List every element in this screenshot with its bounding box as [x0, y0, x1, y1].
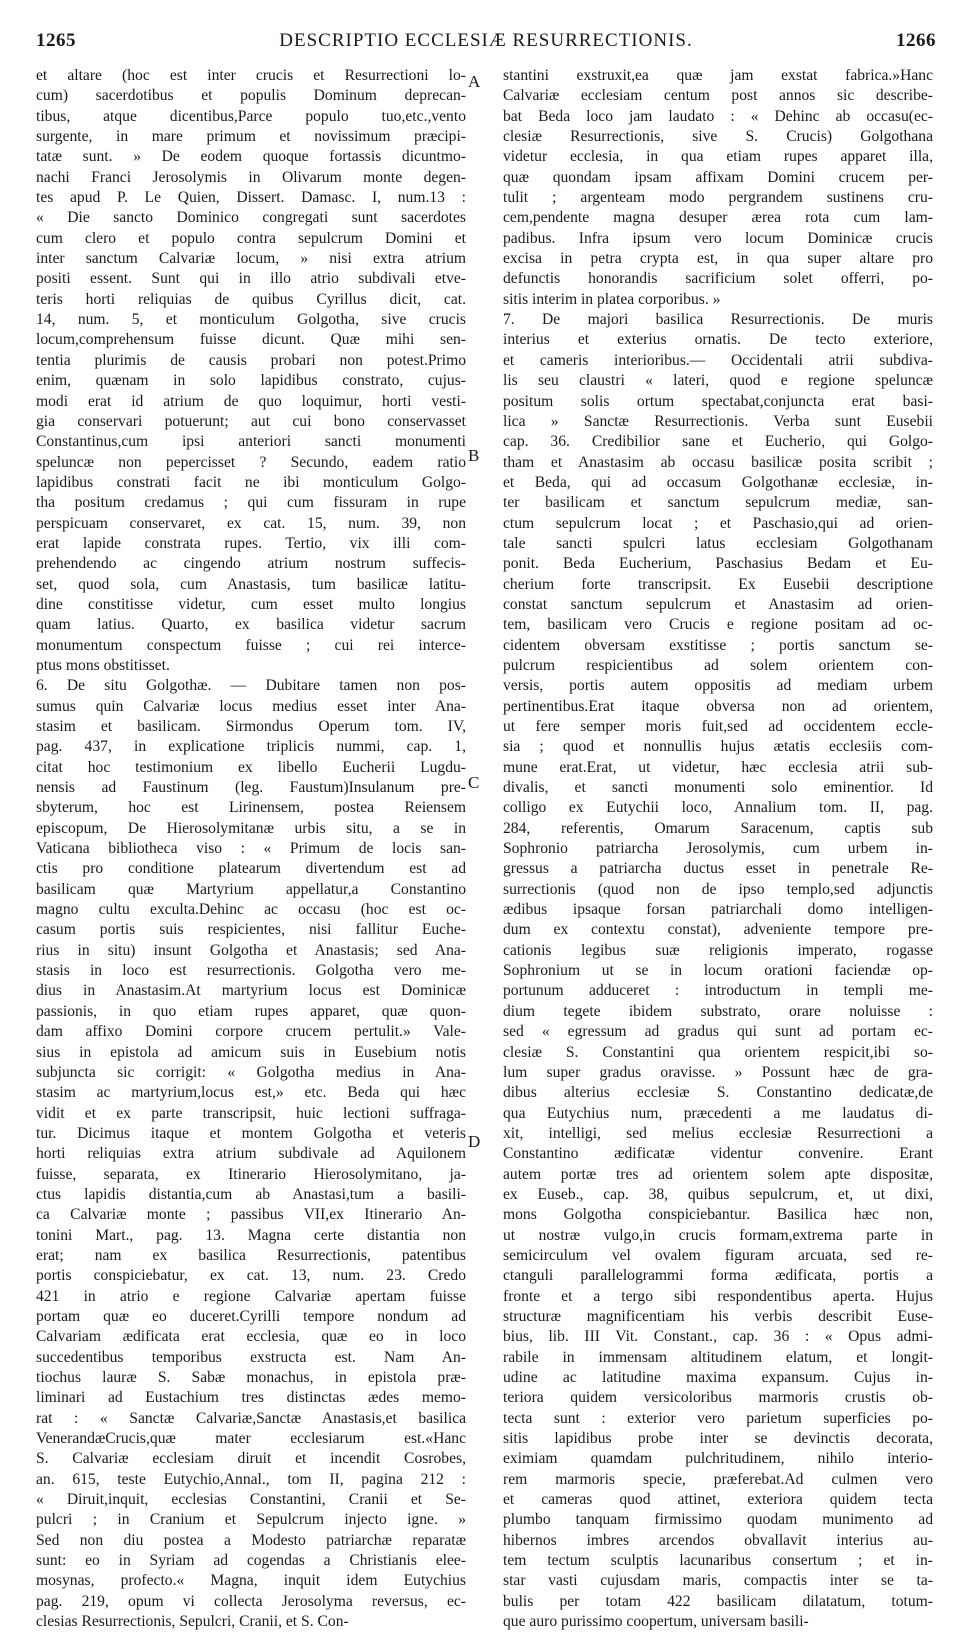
- text-line: quam latius. Quarto, ex basilica videtur sacrum: [36, 616, 466, 634]
- text-line: pulcri ; in Cranium et Sepulcrum injecto igne. »: [36, 1511, 466, 1529]
- text-line: Calvariæ ecclesiam centum post annos sic describe-: [503, 87, 933, 105]
- text-line: stasim ac martyrium,locus est,» etc. Beda qui hæc: [36, 1084, 466, 1102]
- text-line: set, quod sola, cum Anastasis, tum basilicæ latitu-: [36, 575, 466, 593]
- text-line: padibus. Infra ipsum vero locum Dominicæ crucis: [503, 229, 933, 247]
- text-line: autem portæ tres ad orientem solem apte dispositæ,: [503, 1165, 933, 1183]
- text-line: tha positum credamus ; qui cum fissuram in rupe: [36, 494, 466, 512]
- text-line: sitis interim in platea corporibus. »: [503, 290, 721, 308]
- text-line: qua Eutychius num, præcedenti a me laudatus di-: [503, 1104, 933, 1122]
- text-line: nachi Franci Jerosolymis in Olivarum monte degen-: [36, 168, 466, 186]
- text-line: Sophronio patriarcha Jerosolymis, cum urbem in-: [503, 840, 933, 858]
- text-line: versis, portis autem oppositis ad mediam urbem: [503, 677, 933, 695]
- text-line: 421 in atrio e regione Calvariæ apertam fuisse: [36, 1287, 466, 1305]
- text-line: citat hoc testimonium ex libello Eucherii Lugdu-: [36, 758, 466, 776]
- running-title: DESCRIPTIO ECCLESIÆ RESURRECTIONIS.: [279, 30, 693, 51]
- text-line: lum super gradus oravisse. » Possunt hæc de gra-: [503, 1063, 933, 1081]
- text-line: 6. De situ Golgothæ. — Dubitare tamen non pos-: [36, 677, 466, 695]
- text-line: Sed non diu postea a Modesto patriarchæ reparatæ: [36, 1531, 466, 1549]
- text-line: videtur ecclesia, in qua etiam rupes apparet illa,: [503, 148, 933, 166]
- text-line: speluncæ non pepercisset ? Secundo, eadem ratio: [36, 453, 466, 471]
- text-line: vidit et ex parte transcripsit, huic lectioni suffraga-: [36, 1104, 466, 1122]
- text-line: pag. 219, opum vi collecta Jerosolyma reversus, ec-: [36, 1592, 466, 1610]
- text-line: dine constitisse videtur, cum esset multo longius: [36, 595, 466, 613]
- text-line: ctus lapidis distantia,cum ab Anastasi,tum a basili-: [36, 1185, 466, 1203]
- text-line: cidentem obversam exstitisse ; portis sanctum se-: [503, 636, 933, 654]
- text-line: positum solis ortum spectabat,conjuncta erat basi-: [503, 392, 933, 410]
- text-line: tur. Dicimus itaque et montem Golgotha et veteris: [36, 1124, 466, 1142]
- text-line: ctis pro conditione platearum divertendum est ad: [36, 860, 466, 878]
- text-line: magno cultu exculta.Dehinc ac occasu (hoc est oc-: [36, 901, 466, 919]
- text-line: casum portis suis respicientes, nisi fallitur Euche-: [36, 921, 466, 939]
- text-line: portunum adduceret : introductum in templi me-: [503, 982, 933, 1000]
- text-line: pertinentibus.Erat itaque obversa non ad orientem,: [503, 697, 933, 715]
- text-line: ædibus ipsaque forsan patriarchali domo intelligen-: [503, 901, 933, 919]
- text-line: stasis in loco est resurrectionis. Golgotha vero me-: [36, 962, 466, 980]
- text-line: mons Golgotha conspiciebantur. Basilica hæc non,: [503, 1206, 933, 1224]
- text-line: enim, quænam in solo lapidibus constrato, cujus-: [36, 372, 466, 390]
- text-line: structuræ magnificentiam his verbis describit Euse-: [503, 1307, 933, 1325]
- section-marker-c: C: [468, 773, 480, 792]
- text-line: cum) sacerdotibus et populis Dominum deprecan-: [36, 87, 466, 105]
- text-line: sbyterum, hoc est Lirinensem, postea Reiensem: [36, 799, 466, 817]
- text-line: subjuncta sic corrigit: « Golgotha medius in Ana-: [36, 1063, 466, 1081]
- text-line: xit, intelligi, sed melius ecclesiæ Resurrectioni a: [503, 1124, 933, 1142]
- text-line: passionis, in quo etiam rupes apparet, quæ quon-: [36, 1002, 466, 1020]
- text-line: dam affixo Domini corpore crucem pertulit.» Vale-: [36, 1023, 466, 1041]
- text-line: sitis lapidibus probe inter se devinctis decorata,: [503, 1430, 933, 1448]
- text-line: liminari ad Eustachium tres distinctas ædes memo-: [36, 1389, 466, 1407]
- text-line: inter sanctum Calvariæ locum, » nisi extra atrium: [36, 250, 466, 268]
- text-line: teris horti reliquias de quibus Cyrillus dicit, cat.: [36, 290, 466, 308]
- text-line: mune erat.Erat, ut videtur, hæc ecclesia atrii sub-: [503, 758, 933, 776]
- text-line: 7. De majori basilica Resurrectionis. De muris: [503, 311, 933, 329]
- text-line: portam quæ eo duceret.Cyrilli tempore nondum ad: [36, 1307, 466, 1325]
- text-line: episcopum, De Hierosolymitanæ urbis situ, a se in: [36, 819, 466, 837]
- text-line: ctanguli parallelogrammi forma ædificata, portis a: [503, 1267, 933, 1285]
- text-line: modi erat id atrium de quo loquimur, horti vesti-: [36, 392, 466, 410]
- text-line: plumbo tanquam firmissimo quodam munimento ad: [503, 1511, 933, 1529]
- page-number-left: 1265: [36, 30, 76, 51]
- text-line: quæ quondam ipsam affixam Domini crucem per-: [503, 168, 933, 186]
- text-line: 14, num. 5, et monticulum Golgotha, sive crucis: [36, 311, 466, 329]
- text-line: sed « egressum ad gradus qui sunt ad portam ec-: [503, 1023, 933, 1041]
- text-line: Sophronium ut se in locum orationi faciendæ op-: [503, 962, 933, 980]
- text-line: positi essent. Sunt qui in illo atrio subdivali etve-: [36, 270, 466, 288]
- text-line: et cameras quod attinet, exteriora quidem tecta: [503, 1491, 933, 1509]
- text-line: pag. 437, in explicatione triplicis nummi, cap. 1,: [36, 738, 466, 756]
- text-line: ponit. Beda Eucherium, Paschasius Bedam et Eu-: [503, 555, 933, 573]
- text-line: erat; nam ex basilica Resurrectionis, patentibus: [36, 1246, 466, 1264]
- text-line: teriora quidem versicoloribus marmoris crustis ob-: [503, 1389, 933, 1407]
- text-line: rius in situ) insunt Golgotha et Anastasis; sed Ana-: [36, 941, 466, 959]
- text-line: sumus quin Calvariæ locus medius esset inter Ana-: [36, 697, 466, 715]
- text-line: clesiæ Resurrectionis, sive S. Crucis) Golgothana: [503, 128, 933, 146]
- text-line: dium tegete ibidem substrato, orare noluisse :: [503, 1002, 933, 1020]
- text-line: nensis ad Faustinum (leg. Faustum)Insulanum pre-: [36, 779, 466, 797]
- text-line: gia conservari potuerunt; aut cui bono conservasset: [36, 412, 466, 430]
- text-line: ter basilicam et sanctum sepulcrum mediæ, san-: [503, 494, 933, 512]
- text-line: constat sanctum sepulcrum et Anastasim ad orien-: [503, 595, 933, 613]
- text-line: tham et Anastasim ab occasu basilicæ posita scribit ;: [503, 453, 933, 471]
- text-line: tulit ; argenteam modo pergrandem sustinens cru-: [503, 189, 933, 207]
- text-line: cationis legibus suæ religionis imperato, rogasse: [503, 941, 933, 959]
- text-line: que auro purissimo coopertum, universam basili-: [503, 1613, 809, 1631]
- text-line: ca Calvariæ monte ; passibus VII,ex Itinerario An-: [36, 1206, 466, 1224]
- text-line: basilicam quæ Martyrium appellatur,a Constantino: [36, 880, 466, 898]
- text-line: cum clero et populo contra sepulcrum Domini et: [36, 229, 466, 247]
- text-line: star vasti cujusdam maris, compactis inter se ta-: [503, 1572, 933, 1590]
- left-column: [36, 66, 466, 1632]
- text-line: et altare (hoc est inter crucis et Resurrectioni lo-: [36, 67, 466, 84]
- section-marker-d: D: [468, 1132, 481, 1151]
- running-header: [36, 30, 936, 60]
- text-line: monumentum conspectum fuisse ; cui rei interce-: [36, 636, 466, 654]
- text-line: Constantino ædificatæ videntur convenire. Erant: [503, 1145, 933, 1163]
- text-line: bius, lib. III Vit. Constant., cap. 36 : « Opus admi-: [503, 1328, 933, 1346]
- text-line: VenerandæCrucis,quæ mater ecclesiarum est.«Hanc: [36, 1430, 466, 1448]
- text-line: Vaticana bibliotheca viso : « Primum de locis san-: [36, 840, 466, 858]
- text-line: stantini exstruxit,ea quæ jam exstat fabrica.»Hanc: [503, 67, 933, 84]
- text-line: lis seu claustri « lateri, quod e regione speluncæ: [503, 372, 933, 390]
- text-line: locum,comprehensum fuisse dicunt. Quæ mihi sen-: [36, 331, 466, 349]
- section-marker-b: B: [468, 446, 480, 465]
- text-line: clesiæ S. Constantini qua orientem respicit,ibi so-: [503, 1043, 933, 1061]
- text-line: cem,pendente magna desuper ærea rota cum lam-: [503, 209, 933, 227]
- text-line: hibernos imbres arcendos obvallavit interius au-: [503, 1531, 933, 1549]
- text-line: clesias Resurrectionis, Sepulcri, Cranii, et S. Con-: [36, 1613, 349, 1631]
- text-line: sia ; quod et nonnullis hujus ætatis ecclesiis com-: [503, 738, 933, 756]
- section-marker-a: A: [468, 72, 481, 91]
- text-line: rem marmoris specie, præferebat.Ad culmen vero: [503, 1470, 933, 1488]
- text-line: perspicuam conservaret, ex cat. 15, num. 39, non: [36, 514, 466, 532]
- text-line: defunctis honorandis sacrificium solet offerri, po-: [503, 270, 933, 288]
- text-line: ctum sepulcrum locat ; et Paschasio,qui ad orien-: [503, 514, 933, 532]
- text-line: portis conspiciebatur, ex cat. 13, num. 23. Credo: [36, 1267, 466, 1285]
- text-line: S. Calvariæ ecclesiam diruit et incendit Cosrobes,: [36, 1450, 466, 1468]
- text-line: cap. 36. Credibilior sane et Eucherio, qui Golgo-: [503, 433, 933, 451]
- text-line: ut fere semper moris fuit,sed ad occidentem eccle-: [503, 718, 933, 735]
- text-line: eximiam quamdam pulchritudinem, nihilo interio-: [503, 1450, 933, 1468]
- text-line: cherium forte transcripsit. Ex Eusebii descriptione: [503, 575, 933, 593]
- text-line: rabile in immensam altitudinem elatum, et longit-: [503, 1348, 933, 1366]
- text-line: 284, referentis, Omarum Saracenum, captis sub: [503, 819, 933, 837]
- text-line: ex Euseb., cap. 38, quibus sepulcrum, et, ut dixi,: [503, 1185, 933, 1203]
- text-line: succedentibus temporibus exstructa est. Nam An-: [36, 1348, 466, 1366]
- text-line: et Beda, qui ad occasum Golgothanæ ecclesiæ, in-: [503, 473, 933, 491]
- text-line: Constantinus,cum ipsi anteriori sancti monumenti: [36, 433, 466, 451]
- text-line: lapidibus constrati facit ne ibi monticulum Golgo-: [36, 473, 466, 491]
- text-line: horti reliquias extra atrium subdivale ad Aquilonem: [36, 1145, 466, 1163]
- text-line: prehendendo ac cingendo atrium nostrum suffecis-: [36, 555, 466, 573]
- text-line: stasim et basilicam. Sirmondus Operum tom. IV,: [36, 718, 466, 735]
- text-line: an. 615, teste Eutychio,Annal., tom II, pagina 212 :: [36, 1470, 466, 1488]
- text-line: « Diruit,inquit, ecclesias Constantini, Cranii et Se-: [36, 1491, 466, 1509]
- text-line: semicirculum vel ovalem figuram arcuata, sed re-: [503, 1246, 933, 1264]
- text-line: tibus, atque dicentibus,Parce populo tuo,etc.,vento: [36, 107, 466, 125]
- text-line: fronte et a tergo sibi respondentibus aperta. Hujus: [503, 1287, 933, 1305]
- text-line: ut nostræ vulgo,in crucis formam,extrema parte in: [503, 1226, 933, 1244]
- text-line: lica » Sanctæ Resurrectionis. Verba sunt Eusebii: [503, 412, 933, 430]
- text-line: surrectionis (quod non de ipso templo,sed adjunctis: [503, 880, 933, 898]
- text-line: tonini Mart., pag. 13. Magna certe distantia non: [36, 1226, 466, 1244]
- text-line: bulis per totam 422 basilicam dilatatum, totum-: [503, 1592, 933, 1610]
- text-line: interius et exterius ornatis. De tecto exteriore,: [503, 331, 933, 349]
- text-line: pulcrum respicientibus ad solem orientem con-: [503, 656, 933, 674]
- text-line: colligo ex Eutychii loco, Annalium tom. II, pag.: [503, 799, 933, 817]
- text-line: tatæ sunt. » De eodem quoque fortassis dicuntmo-: [36, 148, 466, 166]
- text-line: erat lapide constrata rupes. Tertio, vix illi com-: [36, 534, 466, 552]
- text-line: rat : « Sanctæ Calvariæ,Sanctæ Anastasis,et basilica: [36, 1409, 466, 1427]
- text-line: Calvariam ædificata erat ecclesia, quæ eo in loco: [36, 1328, 466, 1346]
- text-line: dius in Anastasim.At martyrium locus est Dominicæ: [36, 982, 466, 1000]
- text-line: tes apud P. Le Quien, Dissert. Damasc. I, num.13 :: [36, 189, 466, 207]
- text-line: dum ex contextu constat), adveniente tempore pre-: [503, 921, 933, 939]
- text-line: sunt: eo in Syriam ad cogendas a Christianis elee-: [36, 1552, 466, 1570]
- text-line: udine ac latitudine maxima expansum. Cujus in-: [503, 1369, 933, 1386]
- text-line: tiochus lauræ S. Sabæ monachus, in epistola præ-: [36, 1369, 466, 1386]
- right-column: [503, 66, 933, 1632]
- text-line: tecta sunt : exterior vero parietum superficies po-: [503, 1409, 933, 1427]
- text-line: et cameris interioribus.— Occidentali atrii subdiva-: [503, 351, 933, 369]
- text-line: sius in epistola ad amicum suis in Eusebium notis: [36, 1043, 466, 1061]
- text-line: excisa in petra crypta est, in qua super altare pro: [503, 250, 933, 268]
- text-line: gressus a patriarcha ductus esset in penetrale Re-: [503, 860, 933, 878]
- text-line: mosynas, profecto.« Magna, inquit idem Eutychius: [36, 1572, 466, 1590]
- text-line: tem, basilicam vero Crucis e regione positam ad oc-: [503, 616, 933, 634]
- text-line: « Die sancto Dominico congregati sunt sacerdotes: [36, 209, 466, 227]
- text-line: tentia plurimis de causis probari non potest.Primo: [36, 351, 466, 369]
- text-line: bat Beda loco jam laudato : « Dehinc ab occasu(ec-: [503, 107, 933, 125]
- text-line: tale sancti spulcri latus ecclesiam Golgothanam: [503, 534, 933, 552]
- text-line: tem tectum sculptis lacunaribus consertum ; et in-: [503, 1552, 933, 1570]
- text-line: surgente, in mare primum et novissimum præcipi-: [36, 128, 466, 146]
- text-line: divalis, et sancti monumenti solo eminentior. Id: [503, 779, 933, 797]
- text-line: ptus mons obstitisset.: [36, 656, 170, 674]
- text-line: fuisse, separata, ex Itinerario Hierosolymitano, ja-: [36, 1165, 466, 1183]
- page-number-right: 1266: [896, 30, 936, 51]
- text-line: dibus alterius ecclesiæ S. Constantino dedicatæ,de: [503, 1084, 933, 1102]
